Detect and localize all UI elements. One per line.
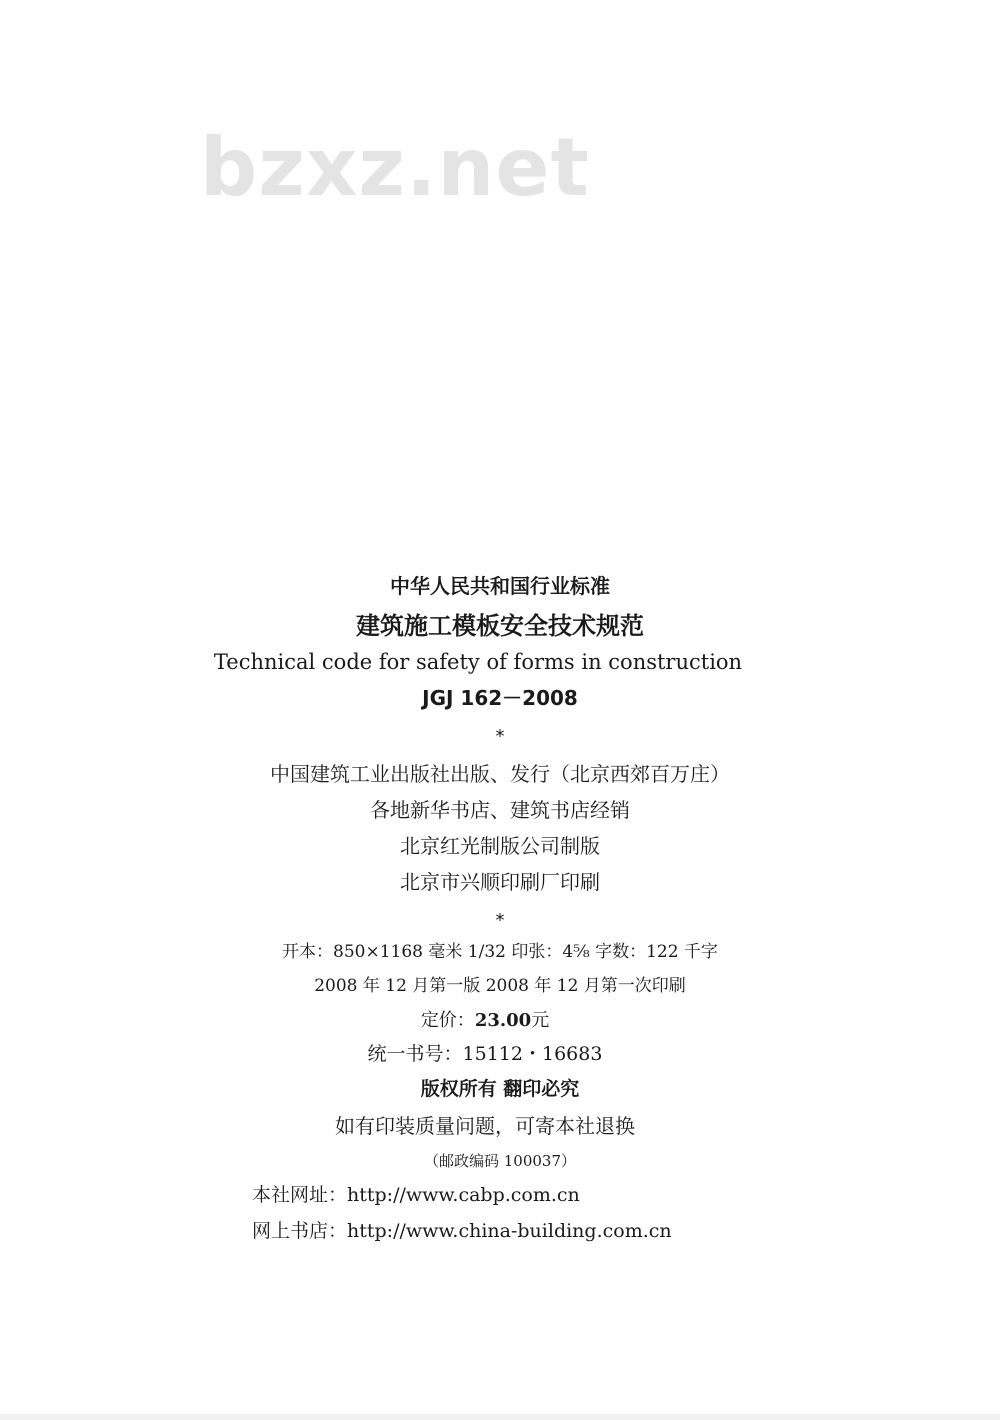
price-line [0,1012,985,1030]
online-store-website: 网上书店：http://www.china-building.com.cn [252,1220,672,1242]
format-specs-line: 开本：850×1168 毫米 1/32 印张：4⁵⁄₈ 字数：122 千字 [282,942,718,962]
english-title: Technical code for safety of forms in construction [213,650,743,674]
standard-code: JGJ 162－2008 [422,686,578,710]
separator-star: * [495,910,505,931]
document-title: 建筑施工模板安全技术规范 [356,612,644,640]
printer-line: 北京市兴顺印刷厂印刷 [400,870,600,894]
price-value: 23.00 [474,1010,532,1031]
return-notice: 如有印装质量问题，可寄本社退换 [335,1114,635,1138]
publisher-line: 中国建筑工业出版社出版、发行（北京西郊百万庄） [270,762,730,786]
plate-maker-line: 北京红光制版公司制版 [400,834,600,858]
edition-line: 2008 年 12 月第一版 2008 年 12 月第一次印刷 [314,976,686,996]
standard-category: 中华人民共和国行业标准 [390,574,610,598]
page-bottom-edge [0,1414,1000,1420]
copyright-notice: 版权所有 翻印必究 [420,1078,580,1100]
price-label: 定价： [420,1010,475,1031]
price-unit: 元 [531,1010,550,1031]
watermark-text: bzxz.net [200,121,590,214]
book-number-line: 统一书号：15112・16683 [367,1043,603,1065]
publisher-website: 本社网址：http://www.cabp.com.cn [252,1184,580,1206]
postal-code: （邮政编码 100037） [423,1152,577,1170]
separator-star: * [495,726,505,747]
distributor-line: 各地新华书店、建筑书店经销 [370,798,630,822]
